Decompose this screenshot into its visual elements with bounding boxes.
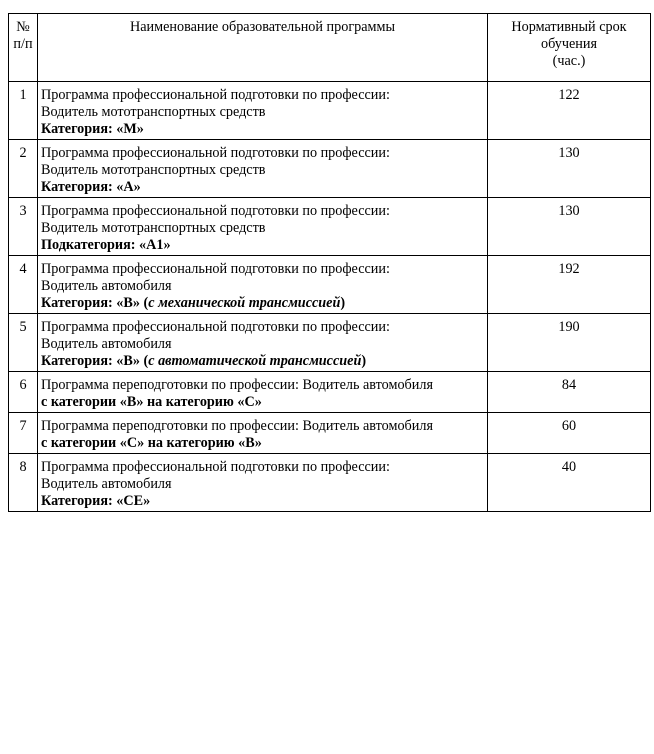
row-number: 7: [9, 413, 38, 454]
header-number: [9, 14, 38, 82]
header-duration: [488, 14, 651, 82]
header-duration-line-1: Нормативный срок: [511, 19, 627, 35]
program-hours: 84: [488, 372, 651, 413]
program-category: Категория: «СЕ»: [41, 493, 151, 509]
program-line-1: Программа профессиональной подготовки по профессии:: [41, 203, 390, 219]
header-program-name: Наименование образовательной программы: [38, 14, 488, 82]
program-category: Подкатегория: «А1»: [41, 237, 171, 253]
table-row: [9, 198, 651, 256]
table-row: [9, 413, 651, 454]
table-row: [9, 82, 651, 140]
category-note: с автоматической трансмиссией: [148, 353, 362, 369]
program-category: с категории «С» на категорию «В»: [41, 435, 262, 451]
program-category: [41, 353, 485, 370]
program-line-1: Программа профессиональной подготовки по профессии:: [41, 87, 390, 103]
program-name: [38, 198, 488, 256]
row-number: 2: [9, 140, 38, 198]
program-line-1: Программа профессиональной подготовки по профессии:: [41, 261, 390, 277]
program-name: [38, 256, 488, 314]
row-number: 5: [9, 314, 38, 372]
category-label: Категория: «В» (: [41, 353, 149, 369]
row-number: 6: [9, 372, 38, 413]
program-line-2: Водитель мототранспортных средств: [41, 104, 266, 120]
program-name: [38, 454, 488, 512]
program-hours: 130: [488, 140, 651, 198]
program-line-2: Водитель автомобиля: [41, 476, 172, 492]
header-duration-line-2: обучения: [540, 36, 597, 52]
table-header-row: [9, 14, 651, 82]
program-name: [38, 372, 488, 413]
program-hours: 130: [488, 198, 651, 256]
category-note: с механической трансмиссией: [148, 295, 341, 311]
category-close: ): [361, 353, 367, 369]
header-duration-line-3: (час.): [552, 53, 586, 69]
table-row: [9, 256, 651, 314]
program-line-1: Программа переподготовки по профессии: Водитель автомобиля: [41, 418, 433, 434]
program-name: [38, 314, 488, 372]
program-line-2: Водитель мототранспортных средств: [41, 220, 266, 236]
row-number: 4: [9, 256, 38, 314]
table-row: [9, 454, 651, 512]
program-line-2: Водитель автомобиля: [41, 278, 172, 294]
category-label: Категория: «В» (: [41, 295, 149, 311]
program-hours: 192: [488, 256, 651, 314]
program-name: [38, 413, 488, 454]
program-line-1: Программа профессиональной подготовки по профессии:: [41, 459, 390, 475]
program-hours: 40: [488, 454, 651, 512]
program-line-2: Водитель автомобиля: [41, 336, 172, 352]
row-number: 3: [9, 198, 38, 256]
table-row: [9, 372, 651, 413]
program-name: [38, 82, 488, 140]
header-number-line-1: №: [16, 19, 30, 35]
program-hours: 190: [488, 314, 651, 372]
program-category: Категория: «М»: [41, 121, 144, 137]
program-hours: 60: [488, 413, 651, 454]
program-category: с категории «В» на категорию «С»: [41, 394, 262, 410]
program-hours: 122: [488, 82, 651, 140]
table-row: [9, 140, 651, 198]
program-line-1: Программа переподготовки по профессии: Водитель автомобиля: [41, 377, 433, 393]
header-number-line-2: п/п: [13, 36, 33, 52]
programs-table: [8, 13, 651, 512]
program-category: [41, 295, 485, 312]
program-line-1: Программа профессиональной подготовки по профессии:: [41, 319, 390, 335]
table-row: [9, 314, 651, 372]
category-close: ): [340, 295, 346, 311]
program-category: Категория: «А»: [41, 179, 141, 195]
program-line-1: Программа профессиональной подготовки по профессии:: [41, 145, 390, 161]
row-number: 8: [9, 454, 38, 512]
program-name: [38, 140, 488, 198]
row-number: 1: [9, 82, 38, 140]
program-line-2: Водитель мототранспортных средств: [41, 162, 266, 178]
